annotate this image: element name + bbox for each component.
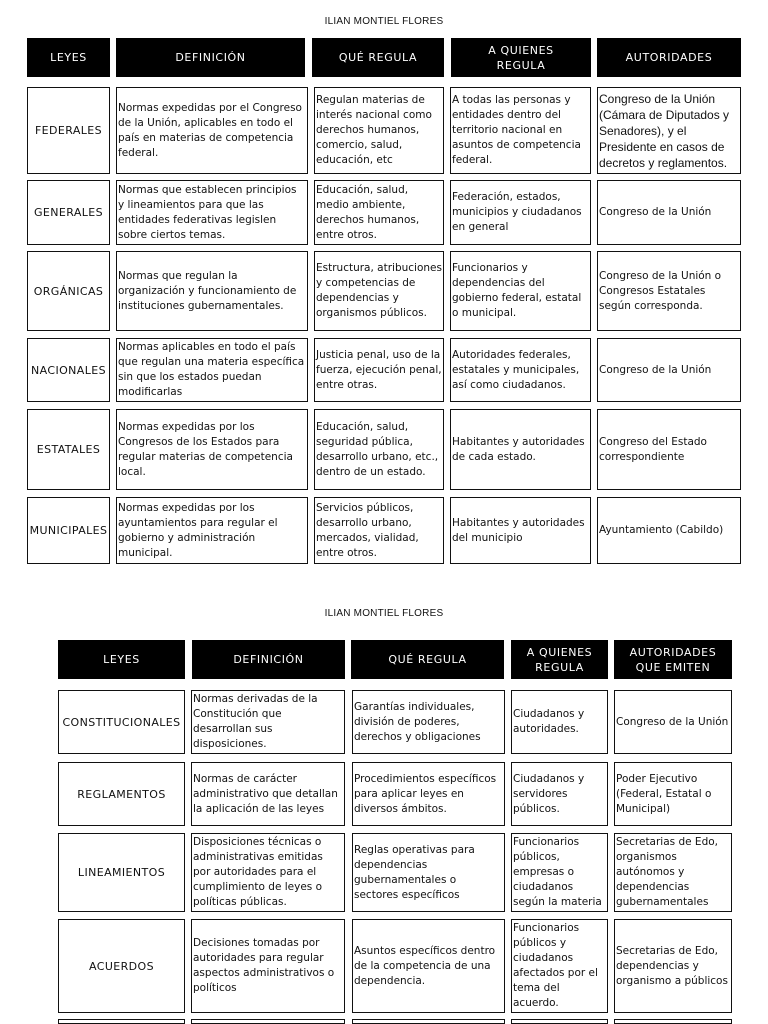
law-definition: Normas que establecen principios y lineamientos para que las entidades federativas legislen sobre ciertos temas. xyxy=(116,180,308,245)
law-authorities: Congreso de la Unión xyxy=(597,180,741,245)
header-a-quienes-regula: A QUIENES REGULA xyxy=(451,38,591,77)
law-name: MUNICIPALES xyxy=(27,497,110,564)
law-name: GENERALES xyxy=(27,180,110,245)
law-definition: Decisiones tomadas por autoridades para regular aspectos administrativos o políticos xyxy=(191,919,345,1013)
table-row-cutoff xyxy=(191,1019,345,1024)
law-authorities: Congreso de la Unión o Congresos Estatales según corresponda. xyxy=(597,251,741,331)
law-authorities: Secretarias de Edo, organismos autónomos y dependencias gubernamentales xyxy=(614,833,732,912)
law-name: REGLAMENTOS xyxy=(58,762,185,826)
law-definition: Normas derivadas de la Constitución que desarrollan sus disposiciones. xyxy=(191,690,345,754)
law-regulates: Educación, salud, seguridad pública, desarrollo urbano, etc., dentro de un estado. xyxy=(314,409,444,490)
law-regulates: Justicia penal, uso de la fuerza, ejecución penal, entre otras. xyxy=(314,338,444,402)
law-regulated-parties: Habitantes y autoridades del municipio xyxy=(450,497,591,564)
table-row-cutoff xyxy=(511,1019,608,1024)
law-authorities: Poder Ejecutivo (Federal, Estatal o Municipal) xyxy=(614,762,732,826)
law-name: ESTATALES xyxy=(27,409,110,490)
law-regulated-parties: Funcionarios y dependencias del gobierno federal, estatal o municipal. xyxy=(450,251,591,331)
law-regulates: Reglas operativas para dependencias gubernamentales o sectores específicos xyxy=(352,833,505,912)
header-autoridades: AUTORIDADES xyxy=(597,38,741,77)
header-autoridades-que-emiten: AUTORIDADES QUE EMITEN xyxy=(614,640,732,679)
law-definition: Normas de carácter administrativo que detallan la aplicación de las leyes xyxy=(191,762,345,826)
law-definition: Normas que regulan la organización y funcionamiento de instituciones gubernamentales. xyxy=(116,251,308,331)
law-name: CONSTITUCIONALES xyxy=(58,690,185,754)
law-regulated-parties: Habitantes y autoridades de cada estado. xyxy=(450,409,591,490)
law-regulates: Estructura, atribuciones y competencias de dependencias y organismos públicos. xyxy=(314,251,444,331)
table-row-cutoff xyxy=(352,1019,505,1024)
header-leyes: LEYES xyxy=(27,38,110,77)
law-authorities: Congreso de la Unión (Cámara de Diputados y Senadores), y el Presidente en casos de decretos y reglamentos. xyxy=(597,87,741,174)
author-name-page-2: ILIAN MONTIEL FLORES xyxy=(324,608,444,619)
law-definition: Normas expedidas por los Congresos de los Estados para regular materias de competencia local. xyxy=(116,409,308,490)
law-name: ACUERDOS xyxy=(58,919,185,1013)
law-regulates: Procedimientos específicos para aplicar leyes en diversos ámbitos. xyxy=(352,762,505,826)
header-definicion: DEFINICIÓN xyxy=(116,38,305,77)
header-definicion: DEFINICIÓN xyxy=(192,640,345,679)
table-row-cutoff xyxy=(58,1019,185,1024)
law-name: ORGÁNICAS xyxy=(27,251,110,331)
law-regulated-parties: Federación, estados, municipios y ciudadanos en general xyxy=(450,180,591,245)
law-authorities: Congreso de la Unión xyxy=(614,690,732,754)
law-regulated-parties: A todas las personas y entidades dentro del territorio nacional en asuntos de competencia federal. xyxy=(450,87,591,174)
law-regulated-parties: Ciudadanos y autoridades. xyxy=(511,690,608,754)
law-definition: Normas aplicables en todo el país que regulan una materia específica sin que los estados puedan modificarlas xyxy=(116,338,308,402)
law-name: LINEAMIENTOS xyxy=(58,833,185,912)
law-regulated-parties: Autoridades federales, estatales y municipales, así como ciudadanos. xyxy=(450,338,591,402)
table-row-cutoff xyxy=(614,1019,732,1024)
law-regulates: Garantías individuales, división de poderes, derechos y obligaciones xyxy=(352,690,505,754)
law-regulated-parties: Funcionarios públicos y ciudadanos afectados por el tema del acuerdo. xyxy=(511,919,608,1013)
law-regulated-parties: Funcionarios públicos, empresas o ciudadanos según la materia xyxy=(511,833,608,912)
law-authorities: Congreso del Estado correspondiente xyxy=(597,409,741,490)
law-definition: Normas expedidas por los ayuntamientos para regular el gobierno y administración municipal. xyxy=(116,497,308,564)
law-authorities: Ayuntamiento (Cabildo) xyxy=(597,497,741,564)
law-definition: Normas expedidas por el Congreso de la Unión, aplicables en todo el país en materias de competencia federal. xyxy=(116,87,308,174)
law-regulates: Regulan materias de interés nacional como derechos humanos, comercio, salud, educación, etc xyxy=(314,87,444,174)
law-regulates: Asuntos específicos dentro de la competencia de una dependencia. xyxy=(352,919,505,1013)
law-regulated-parties: Ciudadanos y servidores públicos. xyxy=(511,762,608,826)
law-regulates: Educación, salud, medio ambiente, derechos humanos, entre otros. xyxy=(314,180,444,245)
header-que-regula: QUÉ REGULA xyxy=(351,640,504,679)
author-name-page-1: ILIAN MONTIEL FLORES xyxy=(324,16,444,27)
header-a-quienes-regula: A QUIENES REGULA xyxy=(511,640,608,679)
header-que-regula: QUÉ REGULA xyxy=(312,38,444,77)
law-authorities: Congreso de la Unión xyxy=(597,338,741,402)
law-name: FEDERALES xyxy=(27,87,110,174)
header-leyes: LEYES xyxy=(58,640,185,679)
law-definition: Disposiciones técnicas o administrativas emitidas por autoridades para el cumplimiento de leyes o políticas públicas. xyxy=(191,833,345,912)
law-regulates: Servicios públicos, desarrollo urbano, mercados, vialidad, entre otros. xyxy=(314,497,444,564)
law-name: NACIONALES xyxy=(27,338,110,402)
law-authorities: Secretarias de Edo, dependencias y organismo a públicos xyxy=(614,919,732,1013)
